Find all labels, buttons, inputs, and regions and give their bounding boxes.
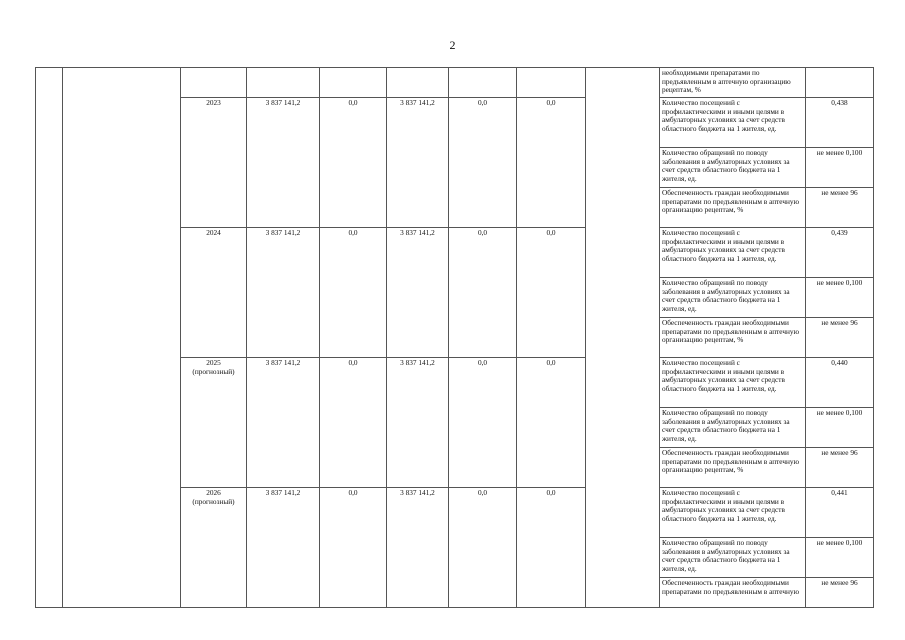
col-number-cell xyxy=(36,68,63,608)
amount-local-cell: 0,0 xyxy=(449,358,517,488)
amount-federal-cell: 0,0 xyxy=(320,488,387,608)
amount-federal-cell: 0,0 xyxy=(320,358,387,488)
col-name-cell xyxy=(63,68,181,608)
amount-other-cell: 0,0 xyxy=(517,488,586,608)
amount-regional-cell: 3 837 141,2 xyxy=(387,98,449,228)
indicator-value-cell: 0,438 xyxy=(806,98,874,148)
indicator-cell: Обеспеченность граждан необходимыми препаратами по предъявленным в аптечную организацию рецептам, % xyxy=(660,318,806,358)
amount-regional-cell: 3 837 141,2 xyxy=(387,488,449,608)
indicator-value-cell: 0,441 xyxy=(806,488,874,538)
indicator-value-cell: не менее 96 xyxy=(806,318,874,358)
amount-cell xyxy=(449,68,517,98)
indicator-cell: необходимыми препаратами по предъявленным в аптечную организацию рецептам, % xyxy=(660,68,806,98)
amount-local-cell: 0,0 xyxy=(449,228,517,358)
amount-local-cell: 0,0 xyxy=(449,98,517,228)
amount-cell xyxy=(517,68,586,98)
indicator-value-cell: 0,440 xyxy=(806,358,874,408)
amount-local-cell: 0,0 xyxy=(449,488,517,608)
indicator-value-cell: не менее 0,100 xyxy=(806,148,874,188)
amount-federal-cell: 0,0 xyxy=(320,98,387,228)
page-number: 2 xyxy=(449,38,456,52)
indicator-value-cell: не менее 96 xyxy=(806,448,874,488)
amount-other-cell: 0,0 xyxy=(517,358,586,488)
indicator-cell: Количество обращений по поводу заболевания в амбулаторных условиях за счет средств областного бюджета на 1 жителя, ед. xyxy=(660,538,806,578)
amount-cell xyxy=(247,68,320,98)
indicator-cell: Количество посещений с профилактическими и иными целями в амбулаторных условиях за счет средств областного бюджета на 1 жителя, ед. xyxy=(660,98,806,148)
indicator-cell: Обеспеченность граждан необходимыми препаратами по предъявленным в аптечную организацию рецептам, % xyxy=(660,448,806,488)
year-cell: 2023 xyxy=(181,98,247,228)
indicator-cell: Обеспеченность граждан необходимыми препаратами по предъявленным в аптечную xyxy=(660,578,806,608)
indicator-cell: Количество обращений по поводу заболевания в амбулаторных условиях за счет средств областного бюджета на 1 жителя, ед. xyxy=(660,148,806,188)
amount-regional-cell: 3 837 141,2 xyxy=(387,228,449,358)
amount-total-cell: 3 837 141,2 xyxy=(247,488,320,608)
indicator-value-cell xyxy=(806,68,874,98)
indicator-cell: Количество обращений по поводу заболевания в амбулаторных условиях за счет средств областного бюджета на 1 жителя, ед. xyxy=(660,408,806,448)
year-cell: 2026 (прогнозный) xyxy=(181,488,247,608)
amount-cell xyxy=(320,68,387,98)
indicator-cell: Обеспеченность граждан необходимыми препаратами по предъявленным в аптечную организацию рецептам, % xyxy=(660,188,806,228)
indicator-cell: Количество посещений с профилактическими и иными целями в амбулаторных условиях за счет средств областного бюджета на 1 жителя, ед. xyxy=(660,488,806,538)
year-cell: 2024 xyxy=(181,228,247,358)
amount-total-cell: 3 837 141,2 xyxy=(247,98,320,228)
continuation-row xyxy=(36,68,874,98)
indicator-value-cell: не менее 96 xyxy=(806,188,874,228)
amount-federal-cell: 0,0 xyxy=(320,228,387,358)
amount-other-cell: 0,0 xyxy=(517,228,586,358)
amount-cell xyxy=(387,68,449,98)
budget-table xyxy=(35,67,874,608)
amount-total-cell: 3 837 141,2 xyxy=(247,228,320,358)
indicator-value-cell: не менее 0,100 xyxy=(806,408,874,448)
year-cell xyxy=(181,68,247,98)
indicator-cell: Количество посещений с профилактическими и иными целями в амбулаторных условиях за счет средств областного бюджета на 1 жителя, ед. xyxy=(660,358,806,408)
amount-other-cell: 0,0 xyxy=(517,98,586,228)
indicator-cell: Количество обращений по поводу заболевания в амбулаторных условиях за счет средств областного бюджета на 1 жителя, ед. xyxy=(660,278,806,318)
amount-total-cell: 3 837 141,2 xyxy=(247,358,320,488)
indicator-value-cell: не менее 0,100 xyxy=(806,538,874,578)
col-blank-cell xyxy=(586,68,660,608)
year-cell: 2025 (прогнозный) xyxy=(181,358,247,488)
indicator-cell: Количество посещений с профилактическими и иными целями в амбулаторных условиях за счет средств областного бюджета на 1 жителя, ед. xyxy=(660,228,806,278)
amount-regional-cell: 3 837 141,2 xyxy=(387,358,449,488)
indicator-value-cell: не менее 96 xyxy=(806,578,874,608)
indicator-value-cell: не менее 0,100 xyxy=(806,278,874,318)
indicator-value-cell: 0,439 xyxy=(806,228,874,278)
